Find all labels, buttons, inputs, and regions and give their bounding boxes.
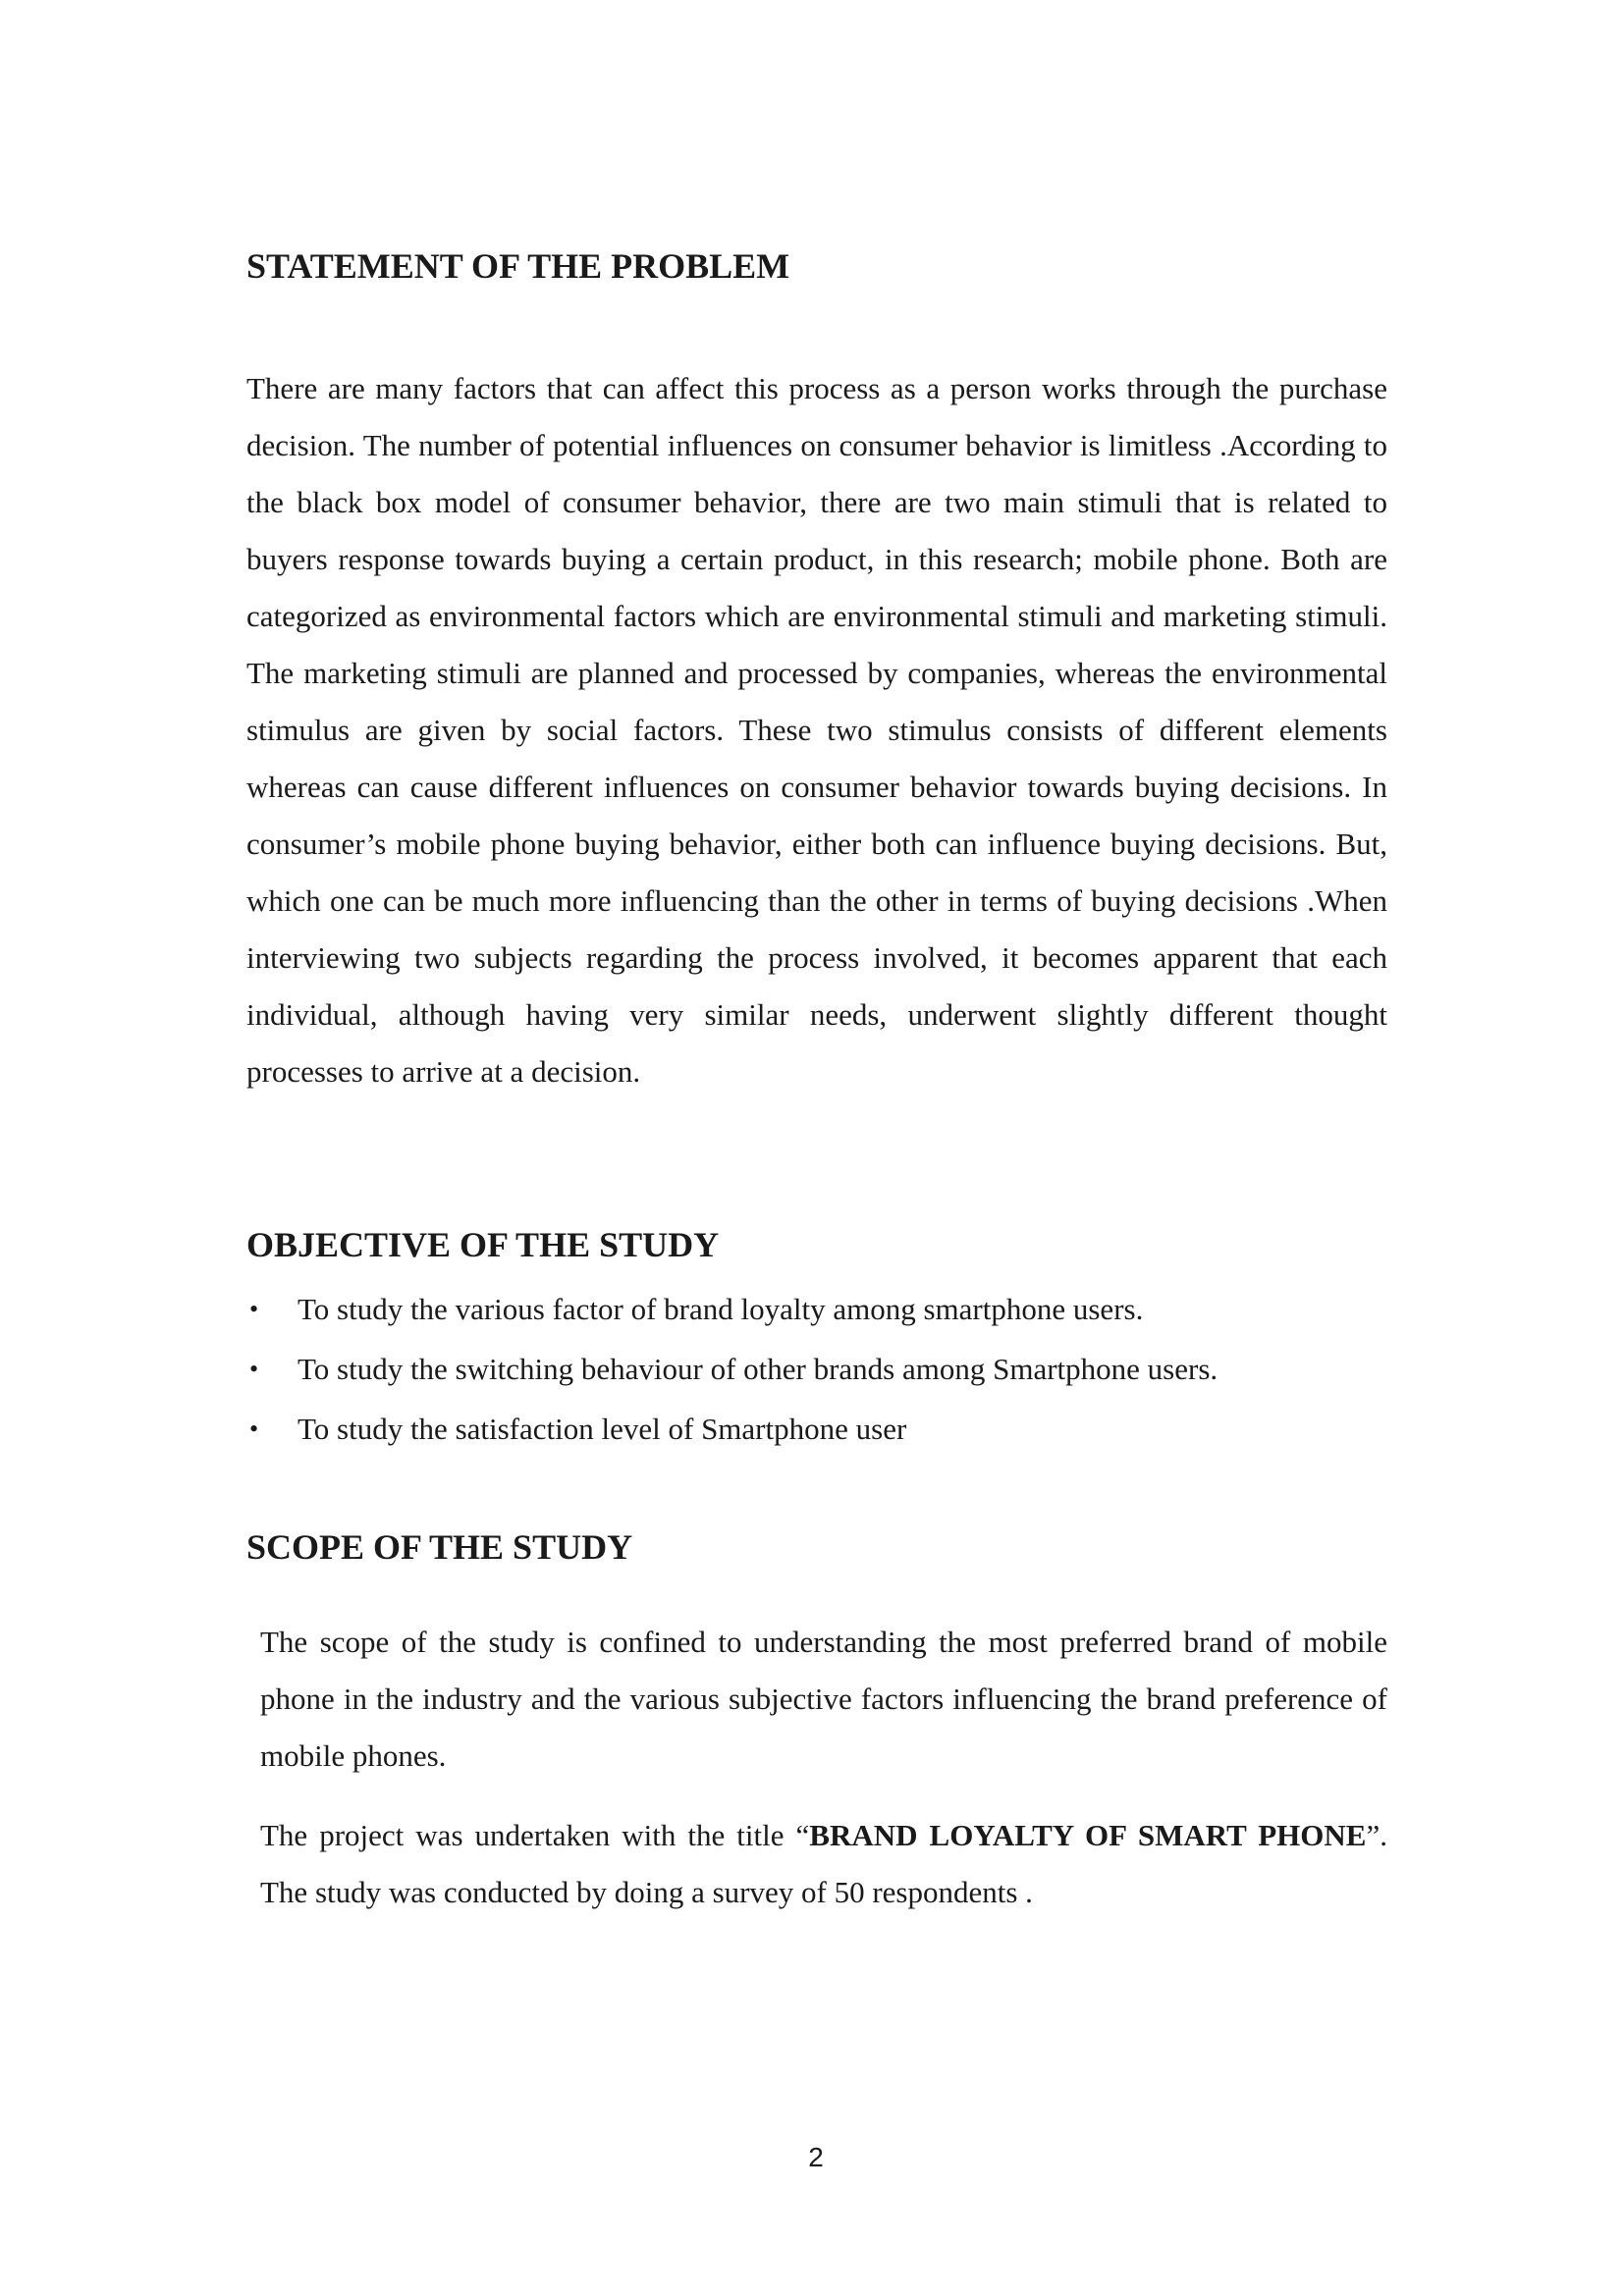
scope-title-text-after: ”. The study was conducted by doing a survey of 50 respondents . <box>260 1818 1387 1909</box>
list-item <box>246 1399 1387 1459</box>
bullet-icon: • <box>249 1355 259 1383</box>
bullet-icon: • <box>249 1295 259 1323</box>
list-item-text: To study the switching behaviour of other brands among Smartphone users. <box>298 1352 1218 1386</box>
scope-title-paragraph <box>260 1807 1387 1921</box>
list-item-text: To study the satisfaction level of Smartphone user <box>298 1412 907 1446</box>
bullet-icon: • <box>249 1415 259 1443</box>
page-number: 2 <box>808 2142 824 2172</box>
list-item <box>246 1339 1387 1399</box>
project-title: BRAND LOYALTY OF SMART PHONE <box>809 1818 1367 1852</box>
scope-title-text-before: The project was undertaken with the title “ <box>260 1818 810 1852</box>
problem-paragraph: There are many factors that can affect this process as a person works through the purchase decision. The number of potential influences on consumer behavior is limitless .According to the black box model of consumer behavior, there are two main stimuli that is related to buyers response towards buying a certain product, in this research; mobile phone. Both are categorized as environmental factors which are environmental stimuli and marketing stimuli. The marketing stimuli are planned and processed by companies, whereas the environmental stimulus are given by social factors. These two stimulus consists of different elements whereas can cause different influences on consumer behavior towards buying decisions. In consumer’s mobile phone buying behavior, either both can influence buying decisions. But, which one can be much more influencing than the other in terms of buying decisions .When interviewing two subjects regarding the process involved, it becomes apparent that each individual, although having very similar needs, underwent slightly different thought processes to arrive at a decision. <box>246 371 1387 1089</box>
objective-list <box>246 1279 1387 1459</box>
scope-paragraph: The scope of the study is confined to understanding the most preferred brand of mobile phone in the industry and the various subjective factors influencing the brand preference of mobile phones. <box>260 1625 1387 1773</box>
list-item <box>246 1279 1387 1339</box>
scope-heading: SCOPE OF THE STUDY <box>246 1527 633 1567</box>
problem-heading: STATEMENT OF THE PROBLEM <box>246 246 790 286</box>
objective-heading: OBJECTIVE OF THE STUDY <box>246 1225 720 1264</box>
list-item-text: To study the various factor of brand loyalty among smartphone users. <box>298 1292 1144 1326</box>
